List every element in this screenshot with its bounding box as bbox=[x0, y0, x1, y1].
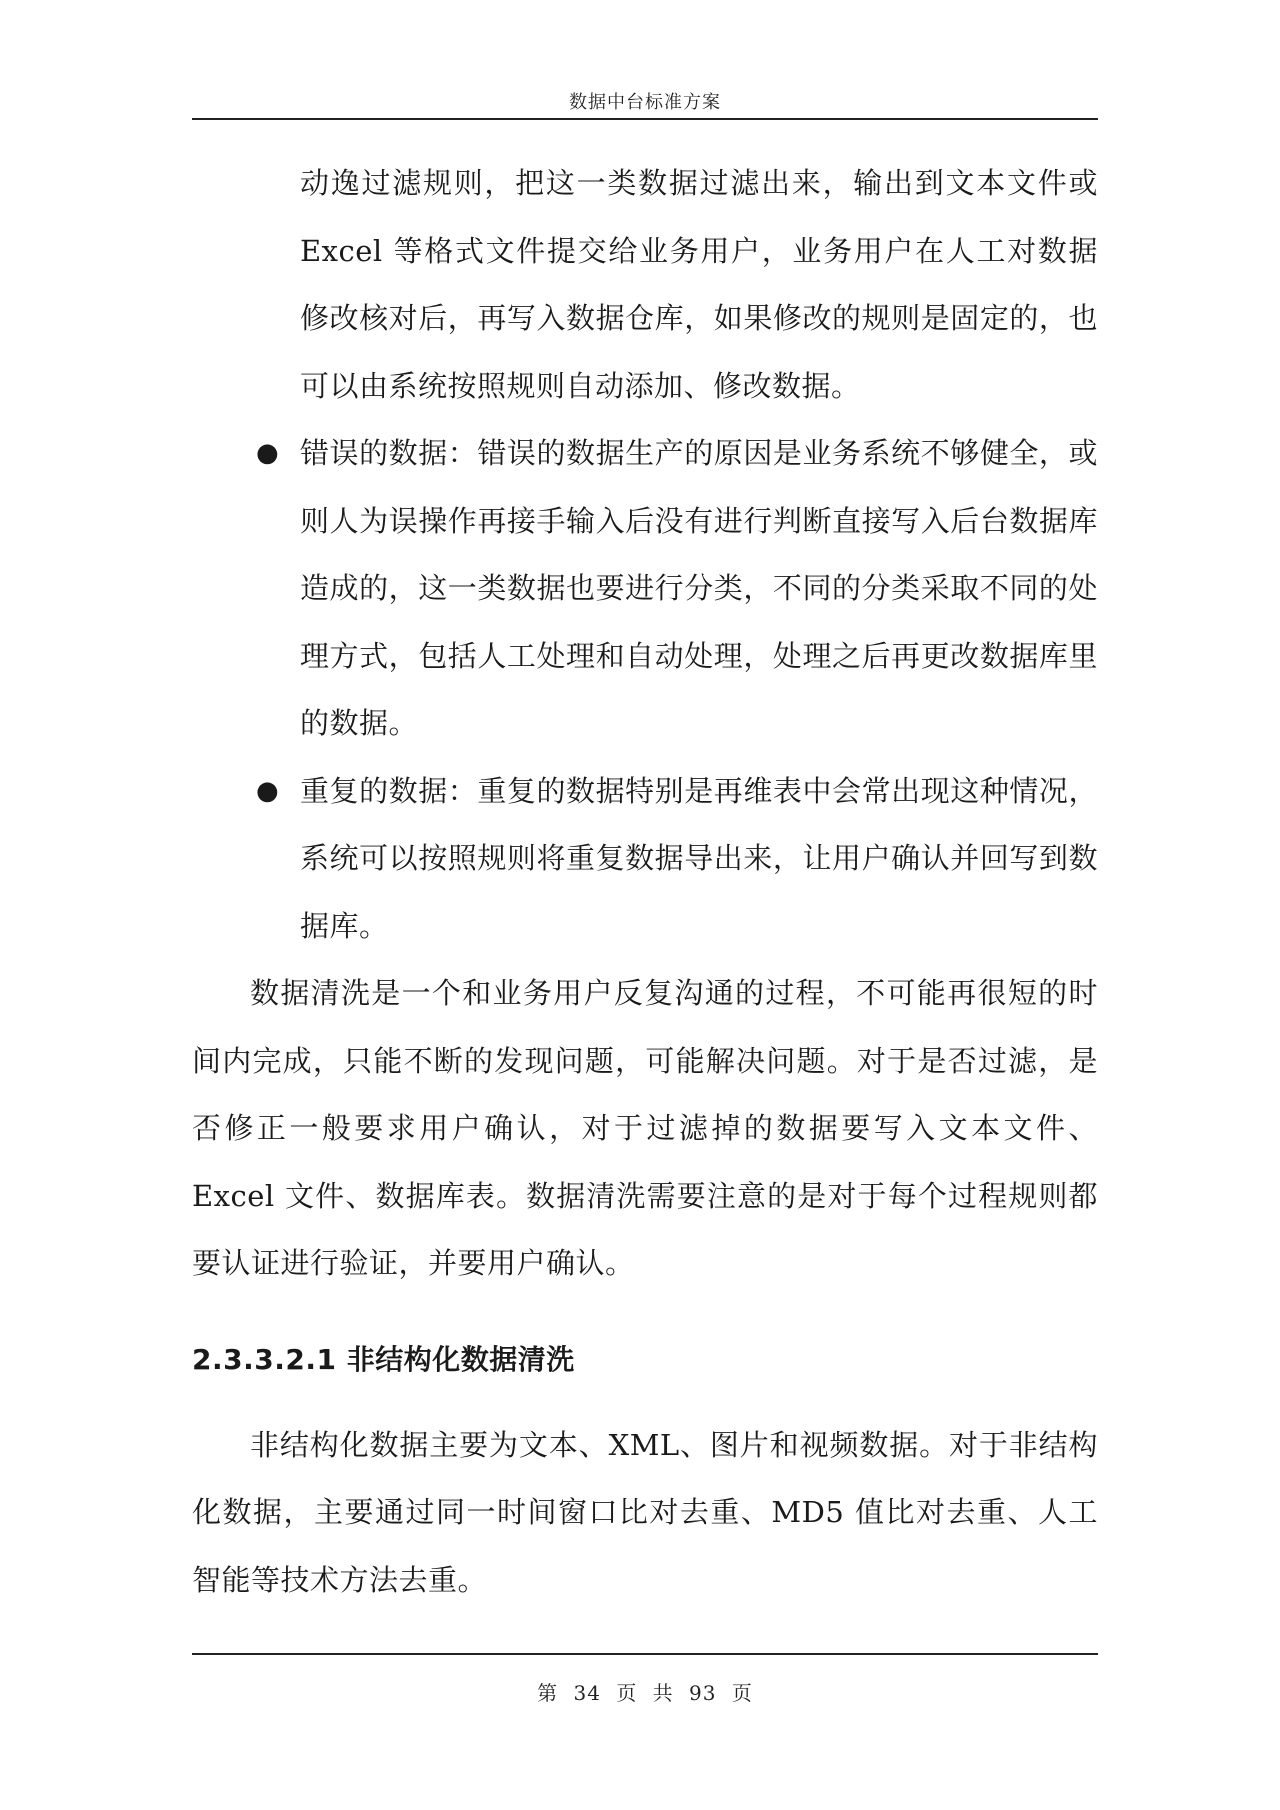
page-number: 第 34 页 共 93 页 bbox=[537, 1681, 753, 1705]
bullet-icon: ● bbox=[256, 775, 279, 806]
bullet-icon: ● bbox=[256, 438, 279, 468]
list-item-duplicate-data bbox=[192, 758, 1098, 961]
body-paragraph: 非结构化数据主要为文本、XML、图片和视频数据。对于非结构化数据，主要通过同一时间窗口比对去重、MD5 值比对去重、人工智能等技术方法去重。 bbox=[192, 1427, 1098, 1597]
list-item-text: 重复的数据：重复的数据特别是再维表中会常出现这种情况，系统可以按照规则将重复数据导出来，让用户确认并回写到数据库。 bbox=[300, 773, 1098, 943]
document-body bbox=[192, 150, 1098, 1614]
page-header-title: 数据中台标准方案 bbox=[569, 92, 721, 113]
list-item-text: 错误的数据：错误的数据生产的原因是业务系统不够健全，或则人为误操作再接手输入后没有进行判断直接写入后台数据库造成的，这一类数据也要进行分类，不同的分类采取不同的处理方式，包括人工处理和自动处理，处理之后再更改数据库里的数据。 bbox=[300, 436, 1098, 740]
body-paragraph: 数据清洗是一个和业务用户反复沟通的过程，不可能再很短的时间内完成，只能不断的发现问题，可能解决问题。对于是否过滤，是否修正一般要求用户确认，对于过滤掉的数据要写入文本文件、Excel 文件、数据库表。数据清洗需要注意的是对于每个过程规则都要认证进行验证，并要用户确认。 bbox=[192, 976, 1098, 1280]
continuation-paragraph: 动逸过滤规则，把这一类数据过滤出来，输出到文本文件或Excel 等格式文件提交给业务用户，业务用户在人工对数据修改核对后，再写入数据仓库，如果修改的规则是固定的，也可以由系统按照规则自动添加、修改数据。 bbox=[300, 166, 1098, 403]
footer-divider bbox=[192, 1653, 1098, 1655]
header-divider bbox=[192, 118, 1098, 120]
section-heading: 2.3.3.2.1 非结构化数据清洗 bbox=[192, 1342, 575, 1376]
list-item-error-data bbox=[192, 420, 1098, 758]
